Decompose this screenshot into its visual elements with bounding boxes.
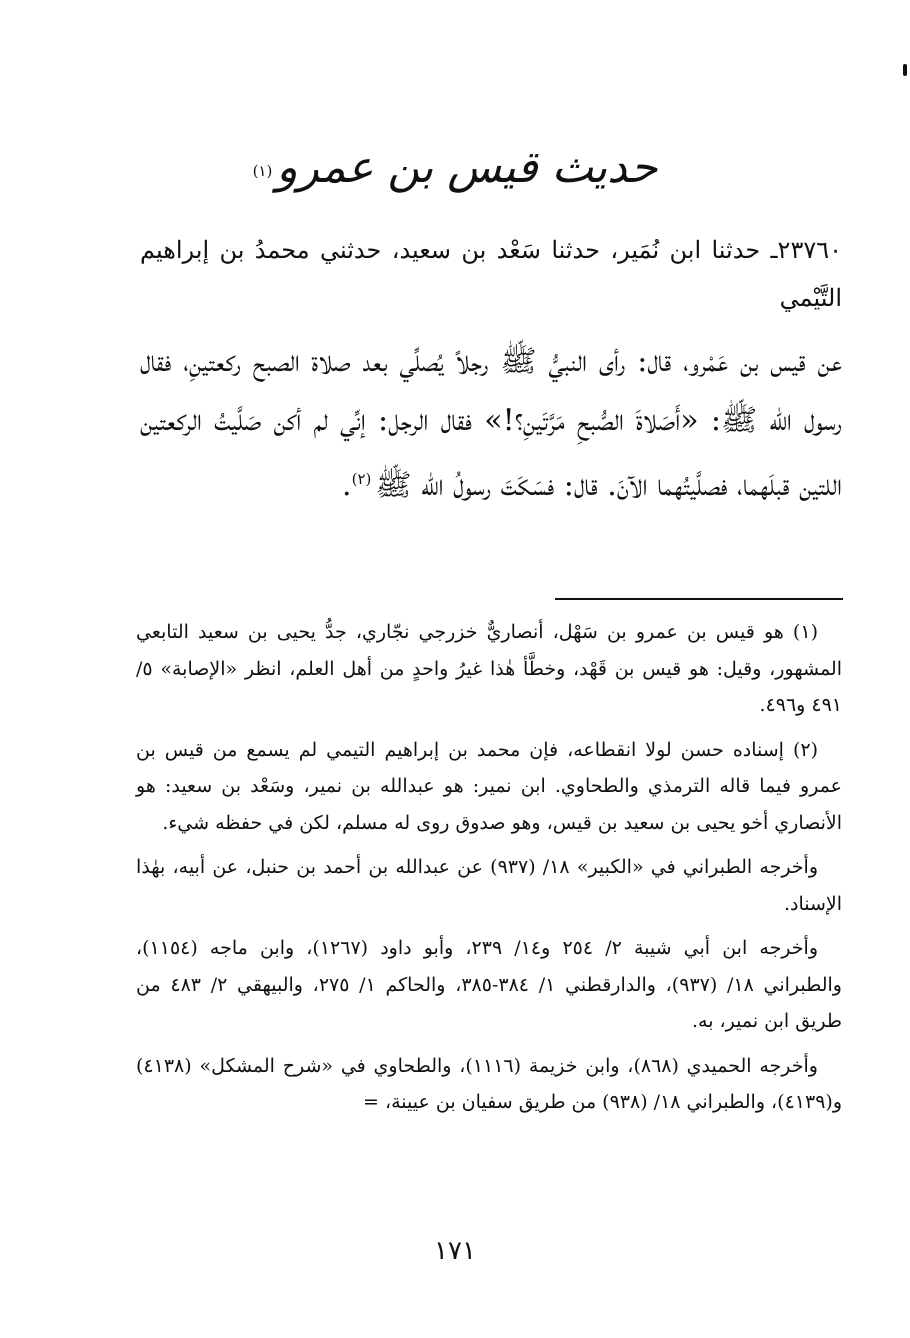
title-footnote-ref: (١) xyxy=(252,161,273,180)
chapter-heading xyxy=(0,138,910,198)
footnote-2-takhrij-c: وأخرجه الحميدي (٨٦٨)، وابن خزيمة (١١١٦)، والطحاوي في «شرح المشكل» (٤١٣٨) و(٤١٣٩)، والطبراني ١٨/ (٩٣٨) من طريق سفيان بن عيينة، = xyxy=(136,1054,842,1113)
footnote-1: (١) هو قيس بن عمرو بن سَهْل، أنصاريٌّ خزرجي نجّاري، جدُّ يحيى بن سعيد التابعي المشهور، وقيل: هو قيس بن قَهْد، وخطَّأ هٰذا غيرُ واحدٍ من أهل العلم، انظر «الإصابة» ٥/ ٤٩١ و٤٩٦. xyxy=(136,621,842,716)
footnote-separator xyxy=(555,598,843,600)
footnote-2-takhrij-b: وأخرجه ابن أبي شيبة ٢/ ٢٥٤ و١٤/ ٢٣٩، وأبو داود (١٢٦٧)، وابن ماجه (١١٥٤)، والطبراني ١٨/ (٩٣٧)، والدارقطني ١/ ٣٨٤-٣٨٥، والحاكم ١/ ٢٧٥، والبيهقي ٢/ ٤٨٣ من طريق ابن نمير، به. xyxy=(136,937,842,1032)
page-number: ١٧١ xyxy=(434,1236,476,1266)
hadith-footnote-ref: (٢) xyxy=(351,470,372,488)
footnotes-section xyxy=(136,614,842,1129)
chapter-title: حديث قيس بن عمرو xyxy=(276,142,658,193)
scan-edge-mark xyxy=(903,64,907,76)
hadith-matn xyxy=(140,332,842,515)
hadith-end-mark: . xyxy=(342,468,352,503)
hadith-isnad: ٢٣٧٦٠ـ حدثنا ابن نُمَير، حدثنا سَعْد بن سعيد، حدثني محمدُ بن إبراهيم التَّيْمي xyxy=(140,236,842,312)
hadith-matn-text: عن قيس بن عَمْرو، قال: رأى النبيُّ ﷺ رجلاً يُصلِّي بعد صلاة الصبح ركعتينِ، فقال رسول الله ﷺ: «أَصَلاةَ الصُّبحِ مَرَّتَينِ؟!» فقال الرجل: إنِّي لم أكن صَلَّيتُ الركعتين اللتين قبلَهما، فصلَّيتُهما الآنَ. قال: فسَكَتَ رسولُ الله ﷺ xyxy=(140,344,842,503)
footnote-2-takhrij-a: وأخرجه الطبراني في «الكبير» ١٨/ (٩٣٧) عن عبدالله بن أحمد بن حنبل، عن أبيه، بهٰذا الإسناد. xyxy=(136,856,842,915)
footnote-2: (٢) إسناده حسن لولا انقطاعه، فإن محمد بن إبراهيم التيمي لم يسمع من قيس بن عمرو فيما قاله الترمذي والطحاوي. ابن نمير: هو عبدالله بن نمير، وسَعْد بن سعيد: هو الأنصاري أخو يحيى بن سعيد بن قيس، وهو صدوق روى له مسلم، لكن في حفظه شيء. xyxy=(136,738,842,834)
